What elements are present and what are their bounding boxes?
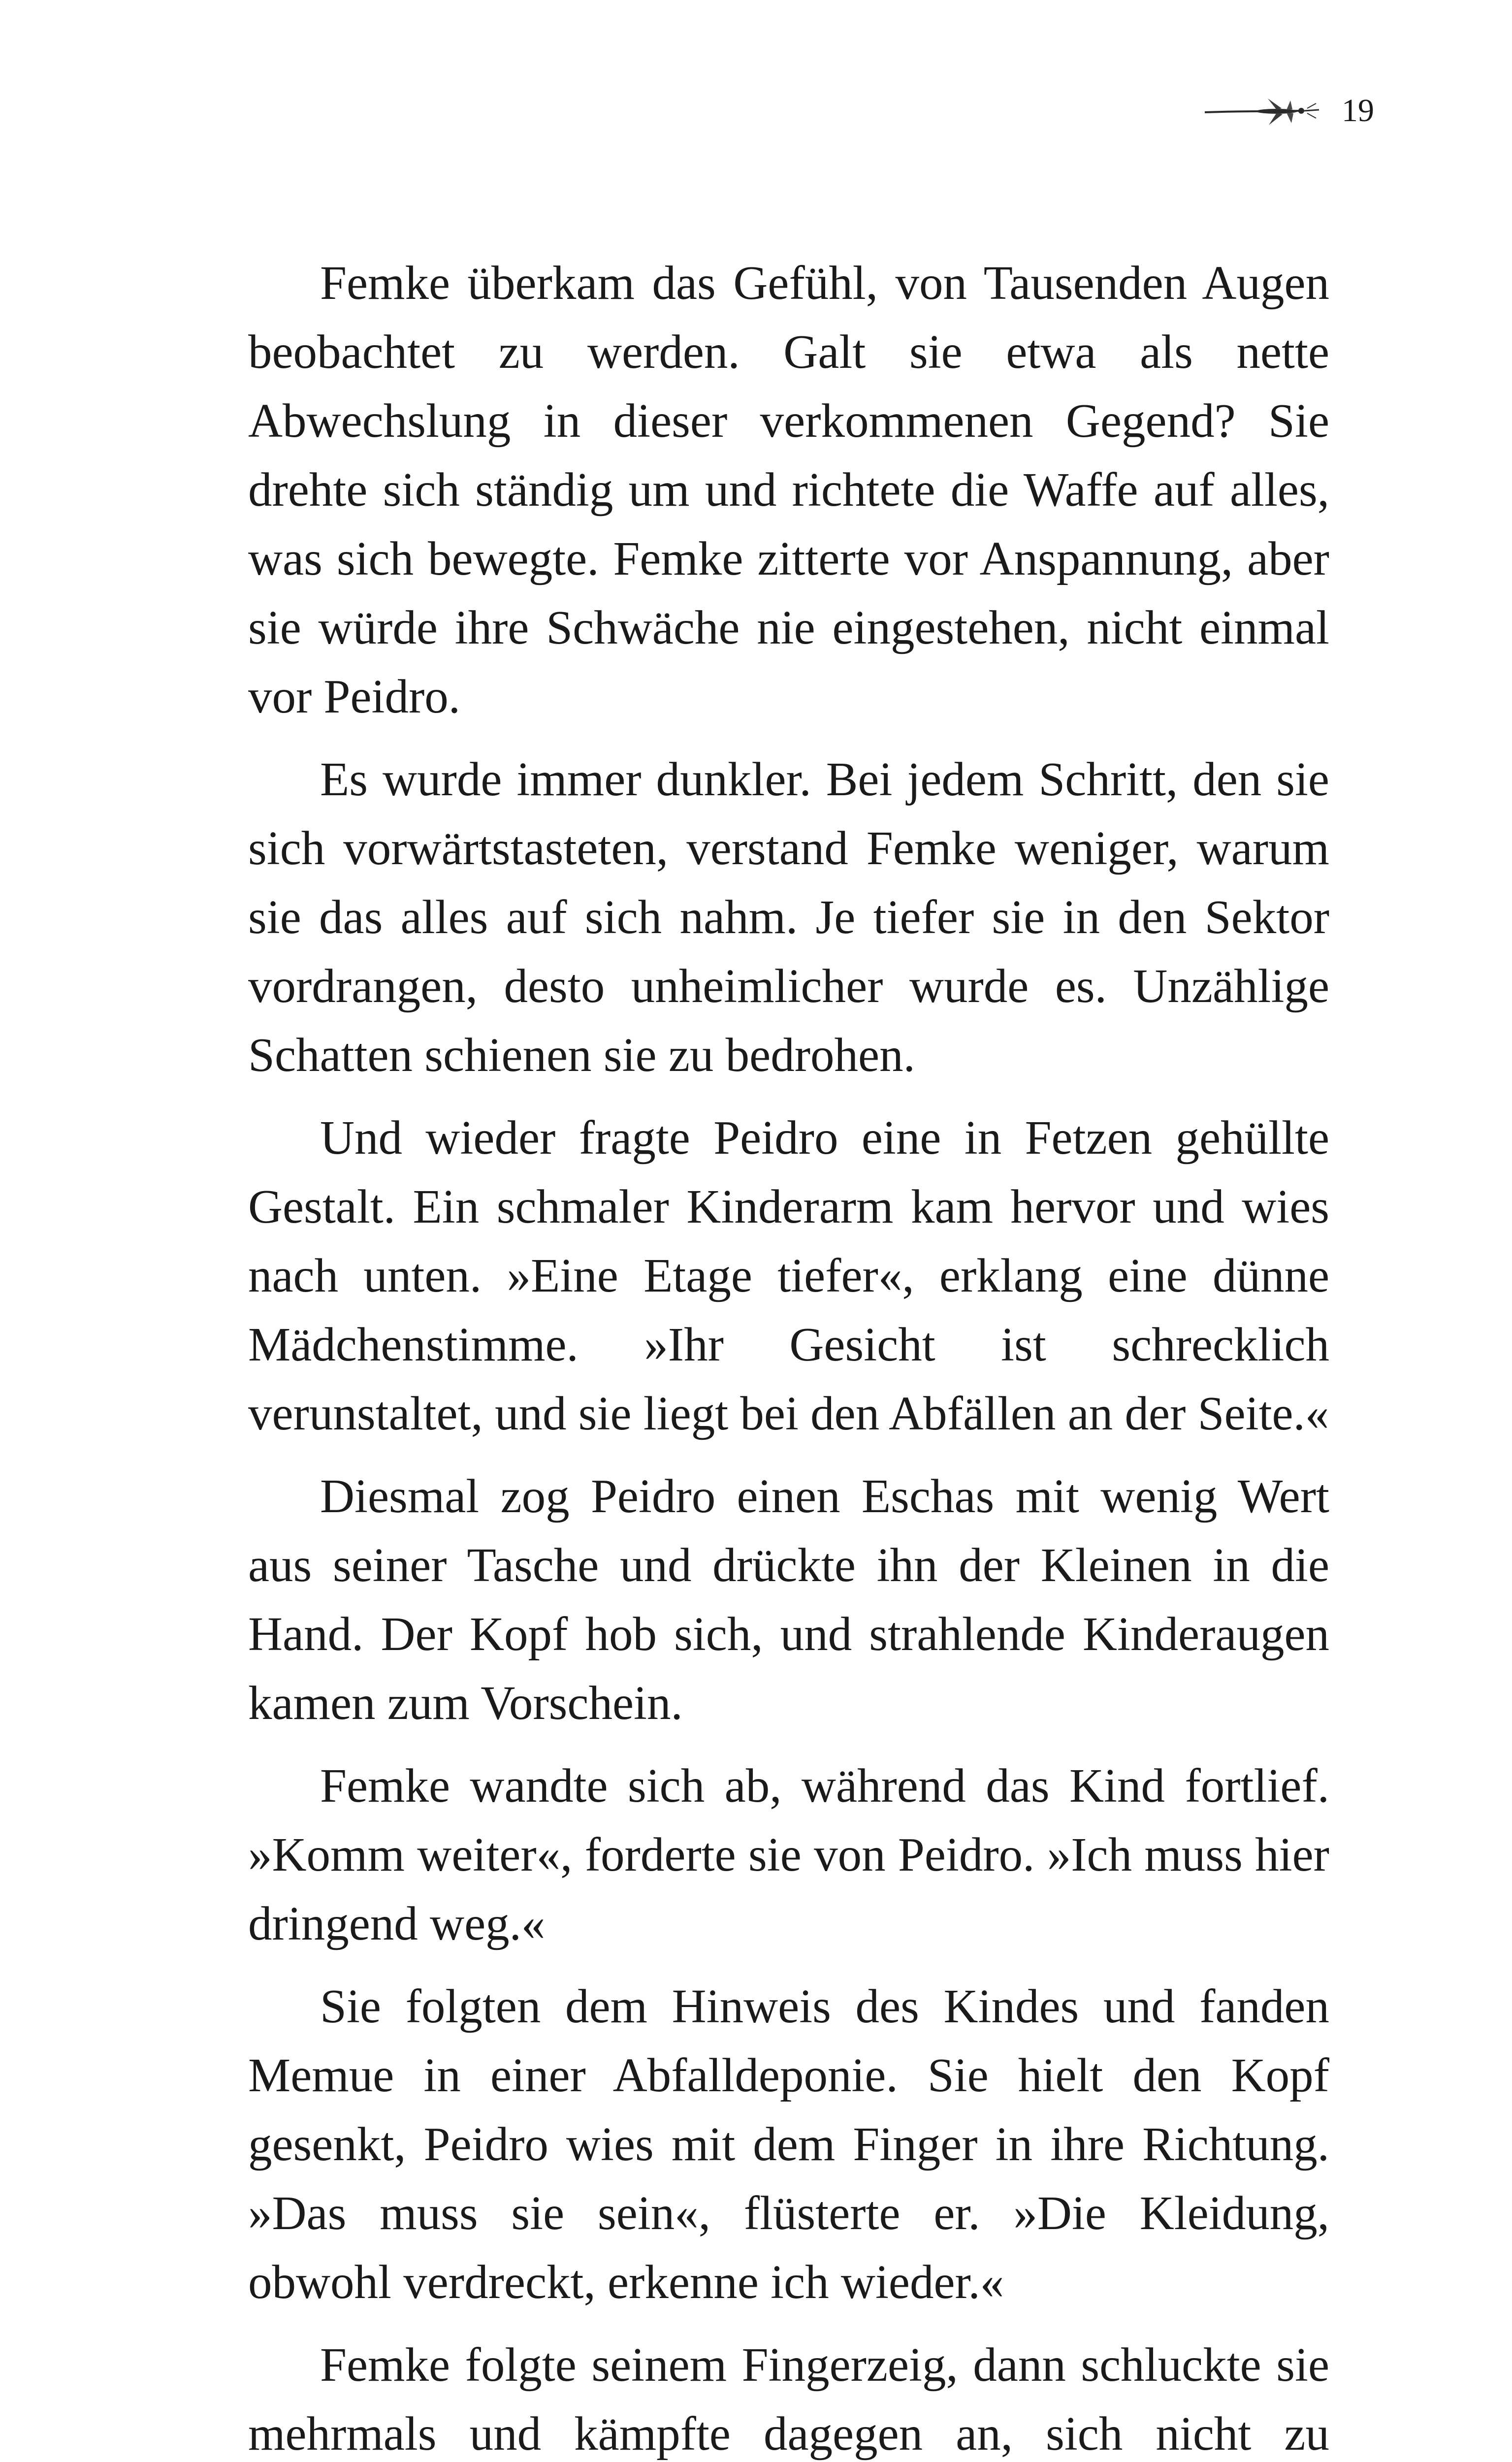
paragraph: Femke überkam das Gefühl, von Tausenden Augen beobachtet zu werden. Galt sie etwa als nette Abwechslung in dieser verkommenen Gegend? Sie drehte sich ständig um und richtete die Waffe auf alles, was sich bewegte. Femke zitterte vor Anspannung, aber sie würde ihre Schwäche nie eingestehen, nicht einmal vor Peidro. xyxy=(248,257,1329,723)
dragonfly-ornament-icon xyxy=(1203,94,1321,128)
paragraph: Und wieder fragte Peidro eine in Fetzen gehüllte Gestalt. Ein schmaler Kinderarm kam hervor und wies nach unten. »Eine Etage tiefer«, erklang eine dünne Mädchenstimme. »Ihr Gesicht ist schrecklich verunstaltet, und sie liegt bei den Abfällen an der Seite.« xyxy=(248,1111,1329,1440)
paragraph: Sie folgten dem Hinweis des Kindes und fanden Memue in einer Abfalldeponie. Sie hielt den Kopf gesenkt, Peidro wies mit dem Finger in ihre Richtung. »Das muss sie sein«, flüsterte er. »Die Kleidung, obwohl verdreckt, erkenne ich wieder.« xyxy=(248,1980,1329,2308)
paragraph: Diesmal zog Peidro einen Eschas mit wenig Wert aus seiner Tasche und drückte ihn der Kleinen in die Hand. Der Kopf hob sich, und strahlende Kinderaugen kamen zum Vorschein. xyxy=(248,1470,1329,1729)
page-header xyxy=(1203,94,1374,128)
paragraph: Es wurde immer dunkler. Bei jedem Schritt, den sie sich vorwärtstasteten, verstand Femke weniger, warum sie das alles auf sich nahm. Je tiefer sie in den Sektor vordrangen, desto unheimlicher wurde es. Unzählige Schatten schienen sie zu bedrohen. xyxy=(248,753,1329,1081)
paragraph: Femke wandte sich ab, während das Kind fortlief. »Komm weiter«, forderte sie von Peidro. »Ich muss hier dringend weg.« xyxy=(248,1759,1329,1950)
body-text xyxy=(248,249,1329,2462)
page-number: 19 xyxy=(1342,93,1374,129)
paragraph: Femke folgte seinem Fingerzeig, dann schluckte sie mehrmals und kämpfte dagegen an, sich nicht zu xyxy=(248,2338,1329,2460)
